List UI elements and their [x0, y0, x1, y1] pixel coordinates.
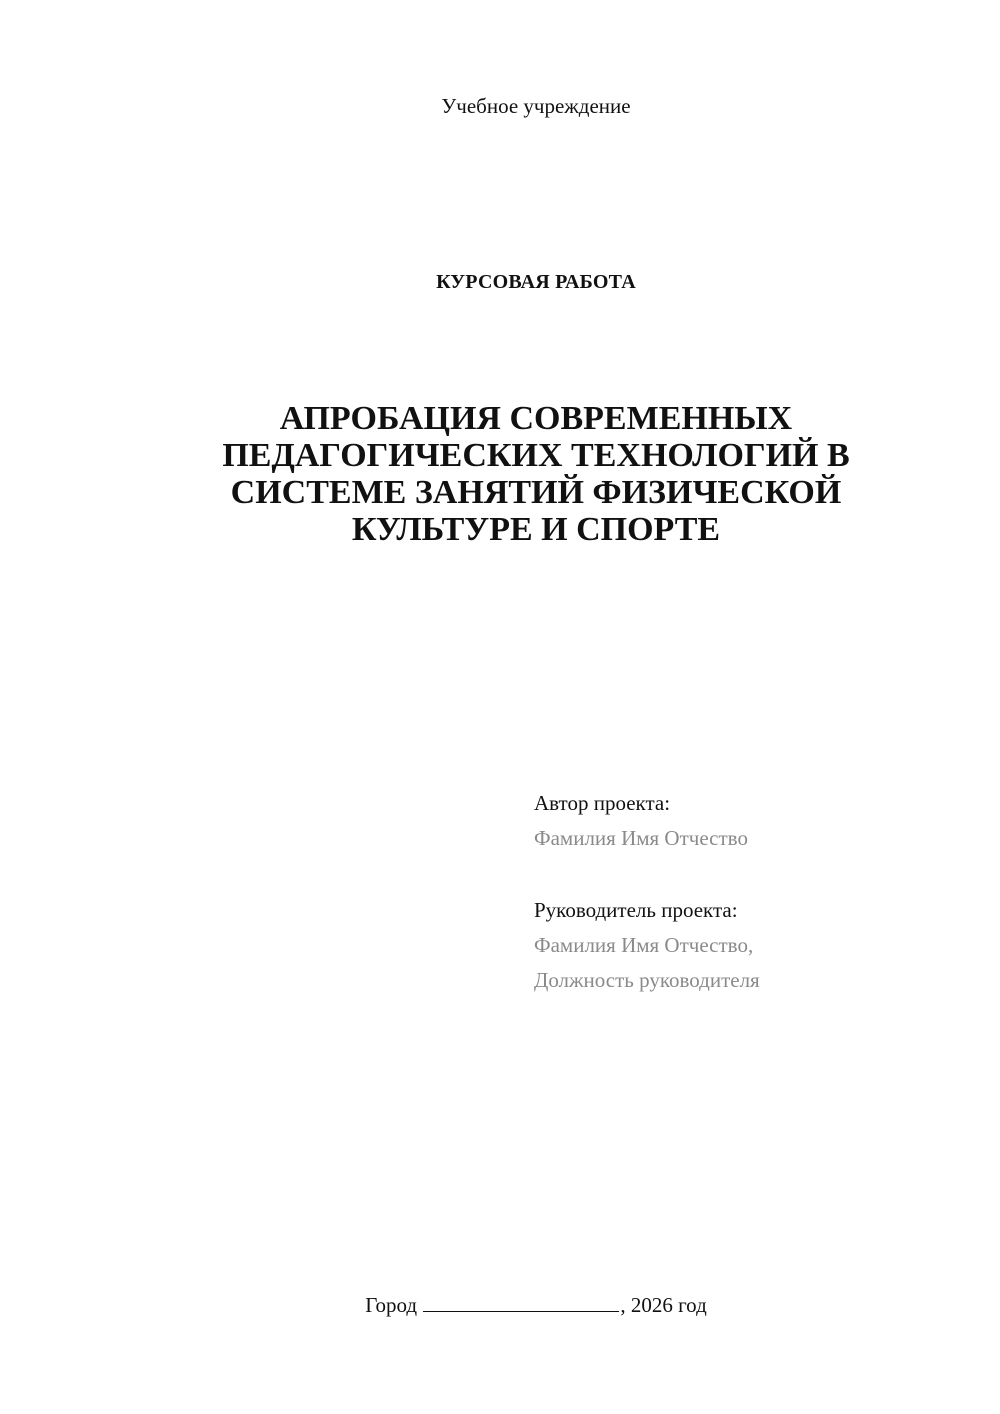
footer-city-year — [0, 1290, 1000, 1320]
document-title — [160, 400, 912, 548]
author-label: Автор проекта: — [534, 791, 671, 815]
supervisor-name: Фамилия Имя Отчество, — [534, 933, 754, 957]
supervisor-block — [534, 893, 760, 998]
institution-name: Учебное учреждение — [441, 94, 631, 118]
city-blank-line — [423, 1293, 619, 1312]
title-line-4: КУЛЬТУРЕ И СПОРТЕ — [351, 511, 721, 548]
title-line-1: АПРОБАЦИЯ СОВРЕМЕННЫХ — [279, 400, 793, 437]
supervisor-position: Должность руководителя — [534, 968, 760, 992]
city-label: Город — [365, 1293, 418, 1317]
author-name: Фамилия Имя Отчество — [534, 826, 748, 850]
title-line-3: СИСТЕМЕ ЗАНЯТИЙ ФИЗИЧЕСКОЙ — [230, 474, 842, 511]
work-type-heading: КУРСОВАЯ РАБОТА — [436, 271, 636, 293]
supervisor-label: Руководитель проекта: — [534, 898, 738, 922]
year-text: , 2026 год — [620, 1293, 707, 1317]
author-block — [534, 786, 748, 856]
title-line-2: ПЕДАГОГИЧЕСКИХ ТЕХНОЛОГИЙ В — [222, 437, 850, 474]
